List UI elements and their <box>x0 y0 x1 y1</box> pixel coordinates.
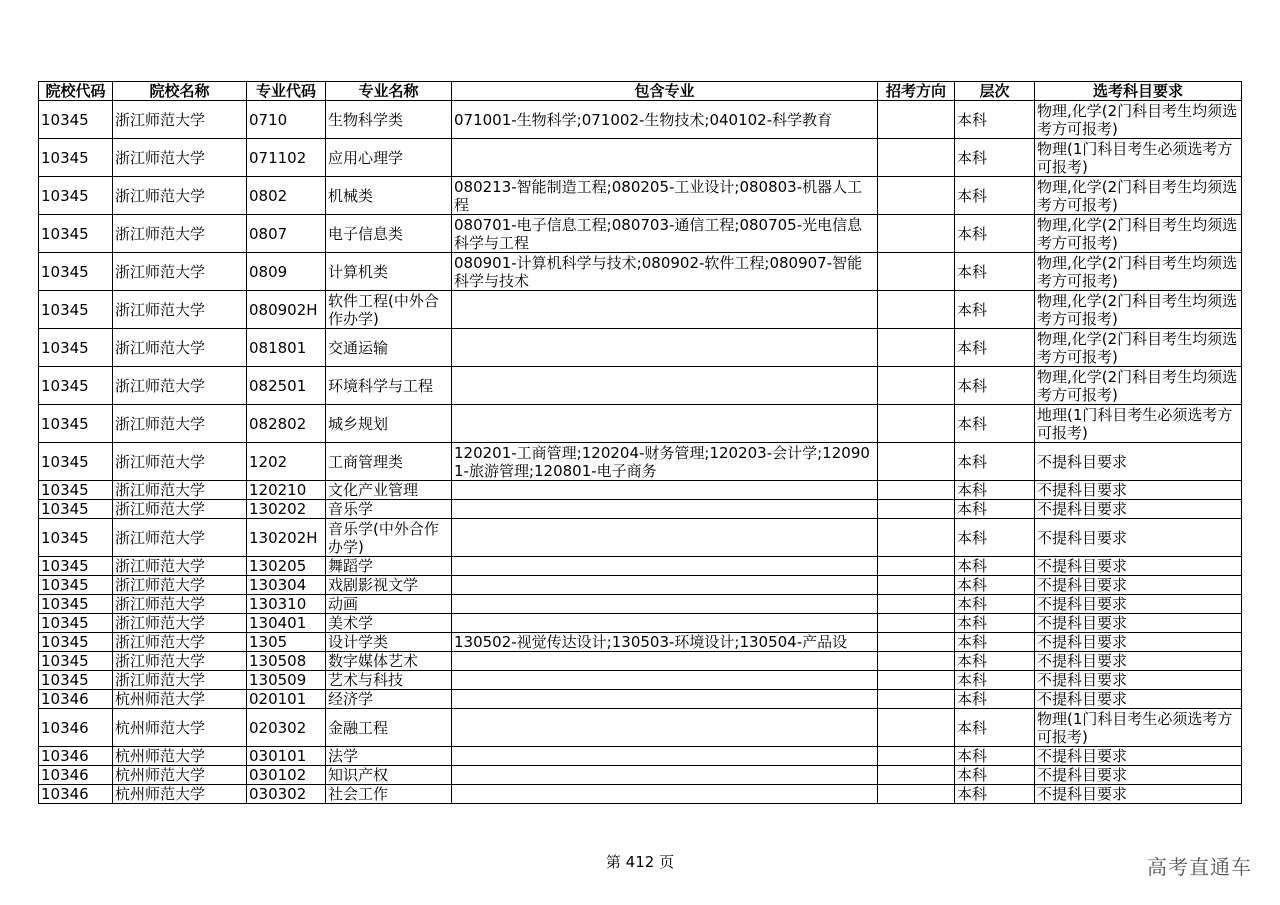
cell-major-code: 082802 <box>247 405 326 443</box>
cell-major-name: 音乐学(中外合作办学) <box>326 519 452 557</box>
cell-direction <box>878 215 955 253</box>
cell-included-majors <box>452 405 878 443</box>
cell-direction <box>878 101 955 139</box>
table-row <box>39 139 1242 177</box>
cell-included-majors <box>452 576 878 595</box>
cell-subject-requirements: 不提科目要求 <box>1035 671 1242 690</box>
table-row <box>39 329 1242 367</box>
cell-subject-requirements: 物理,化学(2门科目考生均须选考方可报考) <box>1035 329 1242 367</box>
cell-major-code: 081801 <box>247 329 326 367</box>
cell-school-name: 杭州师范大学 <box>113 690 247 709</box>
cell-major-name: 计算机类 <box>326 253 452 291</box>
cell-level: 本科 <box>955 690 1035 709</box>
cell-level: 本科 <box>955 633 1035 652</box>
cell-direction <box>878 405 955 443</box>
header-school-code: 院校代码 <box>39 82 113 101</box>
cell-major-code: 030102 <box>247 766 326 785</box>
cell-school-name: 浙江师范大学 <box>113 329 247 367</box>
cell-school-name: 浙江师范大学 <box>113 367 247 405</box>
cell-level: 本科 <box>955 595 1035 614</box>
cell-level: 本科 <box>955 101 1035 139</box>
cell-school-code: 10345 <box>39 443 113 481</box>
cell-major-code: 0809 <box>247 253 326 291</box>
cell-major-name: 舞蹈学 <box>326 557 452 576</box>
table-row <box>39 443 1242 481</box>
cell-direction <box>878 481 955 500</box>
cell-included-majors <box>452 785 878 804</box>
cell-school-code: 10346 <box>39 785 113 804</box>
cell-school-name: 杭州师范大学 <box>113 747 247 766</box>
cell-included-majors <box>452 519 878 557</box>
table-header-row <box>39 82 1242 101</box>
cell-major-name: 动画 <box>326 595 452 614</box>
cell-included-majors <box>452 500 878 519</box>
cell-subject-requirements: 不提科目要求 <box>1035 652 1242 671</box>
table-row <box>39 519 1242 557</box>
cell-school-code: 10345 <box>39 481 113 500</box>
cell-level: 本科 <box>955 519 1035 557</box>
table-row <box>39 785 1242 804</box>
cell-major-name: 金融工程 <box>326 709 452 747</box>
table-row <box>39 614 1242 633</box>
header-level: 层次 <box>955 82 1035 101</box>
cell-direction <box>878 329 955 367</box>
cell-major-name: 知识产权 <box>326 766 452 785</box>
cell-major-code: 071102 <box>247 139 326 177</box>
cell-subject-requirements: 物理,化学(2门科目考生均须选考方可报考) <box>1035 291 1242 329</box>
header-direction: 招考方向 <box>878 82 955 101</box>
table-row <box>39 652 1242 671</box>
cell-school-code: 10345 <box>39 614 113 633</box>
cell-direction <box>878 443 955 481</box>
table-row <box>39 367 1242 405</box>
cell-subject-requirements: 不提科目要求 <box>1035 595 1242 614</box>
cell-school-name: 浙江师范大学 <box>113 671 247 690</box>
cell-major-code: 130205 <box>247 557 326 576</box>
cell-school-name: 浙江师范大学 <box>113 215 247 253</box>
cell-school-name: 浙江师范大学 <box>113 652 247 671</box>
cell-level: 本科 <box>955 747 1035 766</box>
cell-level: 本科 <box>955 500 1035 519</box>
cell-direction <box>878 595 955 614</box>
cell-level: 本科 <box>955 671 1035 690</box>
cell-major-code: 120210 <box>247 481 326 500</box>
cell-level: 本科 <box>955 652 1035 671</box>
table-row <box>39 595 1242 614</box>
cell-major-code: 082501 <box>247 367 326 405</box>
cell-level: 本科 <box>955 177 1035 215</box>
header-school-name: 院校名称 <box>113 82 247 101</box>
cell-subject-requirements: 不提科目要求 <box>1035 766 1242 785</box>
cell-major-name: 电子信息类 <box>326 215 452 253</box>
cell-included-majors <box>452 652 878 671</box>
header-included-majors: 包含专业 <box>452 82 878 101</box>
cell-level: 本科 <box>955 557 1035 576</box>
cell-level: 本科 <box>955 329 1035 367</box>
cell-direction <box>878 291 955 329</box>
cell-level: 本科 <box>955 785 1035 804</box>
cell-included-majors <box>452 690 878 709</box>
cell-subject-requirements: 物理(1门科目考生必须选考方可报考) <box>1035 139 1242 177</box>
cell-major-code: 130310 <box>247 595 326 614</box>
cell-direction <box>878 671 955 690</box>
cell-major-code: 030302 <box>247 785 326 804</box>
cell-school-code: 10345 <box>39 405 113 443</box>
cell-direction <box>878 557 955 576</box>
cell-school-code: 10345 <box>39 291 113 329</box>
table-row <box>39 177 1242 215</box>
header-major-name: 专业名称 <box>326 82 452 101</box>
table-row <box>39 253 1242 291</box>
cell-major-name: 音乐学 <box>326 500 452 519</box>
table-row <box>39 500 1242 519</box>
cell-major-name: 生物科学类 <box>326 101 452 139</box>
cell-direction <box>878 177 955 215</box>
cell-major-name: 交通运输 <box>326 329 452 367</box>
cell-major-code: 130401 <box>247 614 326 633</box>
cell-level: 本科 <box>955 215 1035 253</box>
cell-major-code: 020101 <box>247 690 326 709</box>
cell-level: 本科 <box>955 367 1035 405</box>
cell-school-code: 10345 <box>39 101 113 139</box>
cell-level: 本科 <box>955 481 1035 500</box>
cell-major-name: 数字媒体艺术 <box>326 652 452 671</box>
cell-major-code: 030101 <box>247 747 326 766</box>
cell-level: 本科 <box>955 139 1035 177</box>
cell-level: 本科 <box>955 443 1035 481</box>
cell-school-code: 10345 <box>39 329 113 367</box>
table-body <box>39 101 1242 804</box>
cell-direction <box>878 766 955 785</box>
cell-included-majors <box>452 766 878 785</box>
cell-subject-requirements: 物理,化学(2门科目考生均须选考方可报考) <box>1035 367 1242 405</box>
cell-school-code: 10345 <box>39 576 113 595</box>
cell-level: 本科 <box>955 766 1035 785</box>
cell-major-name: 经济学 <box>326 690 452 709</box>
cell-subject-requirements: 不提科目要求 <box>1035 690 1242 709</box>
cell-level: 本科 <box>955 614 1035 633</box>
cell-school-code: 10345 <box>39 633 113 652</box>
cell-major-name: 工商管理类 <box>326 443 452 481</box>
cell-subject-requirements: 物理,化学(2门科目考生均须选考方可报考) <box>1035 177 1242 215</box>
cell-major-code: 1305 <box>247 633 326 652</box>
cell-included-majors <box>452 709 878 747</box>
cell-included-majors: 071001-生物科学;071002-生物技术;040102-科学教育 <box>452 101 878 139</box>
cell-major-code: 130508 <box>247 652 326 671</box>
table-row <box>39 690 1242 709</box>
cell-direction <box>878 519 955 557</box>
cell-school-code: 10345 <box>39 652 113 671</box>
cell-school-name: 浙江师范大学 <box>113 253 247 291</box>
cell-included-majors <box>452 291 878 329</box>
cell-major-name: 应用心理学 <box>326 139 452 177</box>
cell-school-name: 浙江师范大学 <box>113 500 247 519</box>
cell-school-name: 浙江师范大学 <box>113 291 247 329</box>
cell-major-name: 机械类 <box>326 177 452 215</box>
cell-school-name: 浙江师范大学 <box>113 481 247 500</box>
cell-major-name: 法学 <box>326 747 452 766</box>
cell-level: 本科 <box>955 291 1035 329</box>
cell-included-majors <box>452 329 878 367</box>
table-row <box>39 747 1242 766</box>
cell-direction <box>878 500 955 519</box>
cell-school-name: 浙江师范大学 <box>113 576 247 595</box>
cell-subject-requirements: 地理(1门科目考生必须选考方可报考) <box>1035 405 1242 443</box>
cell-major-code: 1202 <box>247 443 326 481</box>
cell-major-code: 020302 <box>247 709 326 747</box>
cell-level: 本科 <box>955 405 1035 443</box>
cell-included-majors: 120201-工商管理;120204-财务管理;120203-会计学;120901-旅游管理;120801-电子商务 <box>452 443 878 481</box>
cell-school-code: 10345 <box>39 671 113 690</box>
table-row <box>39 215 1242 253</box>
cell-subject-requirements: 物理,化学(2门科目考生均须选考方可报考) <box>1035 215 1242 253</box>
cell-school-name: 杭州师范大学 <box>113 785 247 804</box>
cell-major-name: 设计学类 <box>326 633 452 652</box>
cell-subject-requirements: 不提科目要求 <box>1035 785 1242 804</box>
table-row <box>39 481 1242 500</box>
table-row <box>39 766 1242 785</box>
cell-school-code: 10345 <box>39 557 113 576</box>
header-subject-requirements: 选考科目要求 <box>1035 82 1242 101</box>
cell-major-code: 080902H <box>247 291 326 329</box>
cell-major-name: 美术学 <box>326 614 452 633</box>
cell-included-majors: 080901-计算机科学与技术;080902-软件工程;080907-智能科学与技术 <box>452 253 878 291</box>
cell-school-code: 10345 <box>39 595 113 614</box>
cell-direction <box>878 652 955 671</box>
cell-subject-requirements: 物理,化学(2门科目考生均须选考方可报考) <box>1035 101 1242 139</box>
cell-direction <box>878 785 955 804</box>
cell-major-name: 文化产业管理 <box>326 481 452 500</box>
table-row <box>39 405 1242 443</box>
cell-school-code: 10346 <box>39 709 113 747</box>
cell-major-name: 艺术与科技 <box>326 671 452 690</box>
page-number: 第 412 页 <box>605 853 675 871</box>
cell-school-name: 浙江师范大学 <box>113 139 247 177</box>
cell-included-majors: 130502-视觉传达设计;130503-环境设计;130504-产品设 <box>452 633 878 652</box>
cell-major-code: 130304 <box>247 576 326 595</box>
cell-school-name: 浙江师范大学 <box>113 443 247 481</box>
cell-school-name: 杭州师范大学 <box>113 709 247 747</box>
header-major-code: 专业代码 <box>247 82 326 101</box>
cell-major-name: 社会工作 <box>326 785 452 804</box>
cell-school-name: 浙江师范大学 <box>113 633 247 652</box>
cell-subject-requirements: 不提科目要求 <box>1035 557 1242 576</box>
cell-included-majors <box>452 747 878 766</box>
cell-major-code: 0802 <box>247 177 326 215</box>
cell-major-code: 130509 <box>247 671 326 690</box>
table-row <box>39 291 1242 329</box>
table-row <box>39 576 1242 595</box>
cell-subject-requirements: 不提科目要求 <box>1035 614 1242 633</box>
cell-school-name: 浙江师范大学 <box>113 405 247 443</box>
cell-included-majors <box>452 481 878 500</box>
table-row <box>39 671 1242 690</box>
cell-major-name: 环境科学与工程 <box>326 367 452 405</box>
cell-level: 本科 <box>955 253 1035 291</box>
cell-direction <box>878 633 955 652</box>
cell-school-name: 浙江师范大学 <box>113 101 247 139</box>
cell-school-name: 浙江师范大学 <box>113 519 247 557</box>
cell-school-name: 杭州师范大学 <box>113 766 247 785</box>
cell-school-code: 10345 <box>39 519 113 557</box>
cell-included-majors <box>452 595 878 614</box>
cell-direction <box>878 709 955 747</box>
cell-major-code: 0710 <box>247 101 326 139</box>
cell-direction <box>878 690 955 709</box>
cell-included-majors <box>452 557 878 576</box>
cell-major-code: 130202H <box>247 519 326 557</box>
cell-level: 本科 <box>955 709 1035 747</box>
cell-subject-requirements: 物理,化学(2门科目考生均须选考方可报考) <box>1035 253 1242 291</box>
cell-school-code: 10346 <box>39 690 113 709</box>
cell-school-name: 浙江师范大学 <box>113 614 247 633</box>
cell-direction <box>878 614 955 633</box>
cell-major-name: 城乡规划 <box>326 405 452 443</box>
cell-school-code: 10345 <box>39 253 113 291</box>
cell-subject-requirements: 不提科目要求 <box>1035 500 1242 519</box>
cell-subject-requirements: 不提科目要求 <box>1035 481 1242 500</box>
cell-school-code: 10346 <box>39 747 113 766</box>
cell-level: 本科 <box>955 576 1035 595</box>
cell-included-majors <box>452 139 878 177</box>
cell-direction <box>878 367 955 405</box>
cell-school-name: 浙江师范大学 <box>113 557 247 576</box>
cell-school-code: 10345 <box>39 367 113 405</box>
cell-school-code: 10345 <box>39 500 113 519</box>
cell-major-name: 软件工程(中外合作办学) <box>326 291 452 329</box>
cell-subject-requirements: 不提科目要求 <box>1035 576 1242 595</box>
cell-direction <box>878 139 955 177</box>
cell-school-name: 浙江师范大学 <box>113 177 247 215</box>
cell-direction <box>878 747 955 766</box>
table-row <box>39 557 1242 576</box>
cell-school-code: 10346 <box>39 766 113 785</box>
watermark: 高考直通车 <box>1147 855 1252 879</box>
cell-school-code: 10345 <box>39 177 113 215</box>
cell-school-code: 10345 <box>39 215 113 253</box>
cell-major-name: 戏剧影视文学 <box>326 576 452 595</box>
cell-included-majors: 080213-智能制造工程;080205-工业设计;080803-机器人工程 <box>452 177 878 215</box>
admission-requirements-table <box>38 81 1242 804</box>
cell-major-code: 130202 <box>247 500 326 519</box>
cell-subject-requirements: 物理(1门科目考生必须选考方可报考) <box>1035 709 1242 747</box>
cell-included-majors <box>452 614 878 633</box>
cell-school-name: 浙江师范大学 <box>113 595 247 614</box>
cell-school-code: 10345 <box>39 139 113 177</box>
cell-included-majors: 080701-电子信息工程;080703-通信工程;080705-光电信息科学与工程 <box>452 215 878 253</box>
cell-direction <box>878 253 955 291</box>
cell-subject-requirements: 不提科目要求 <box>1035 633 1242 652</box>
table-row <box>39 709 1242 747</box>
cell-subject-requirements: 不提科目要求 <box>1035 443 1242 481</box>
cell-direction <box>878 576 955 595</box>
cell-major-code: 0807 <box>247 215 326 253</box>
table-row <box>39 633 1242 652</box>
cell-included-majors <box>452 367 878 405</box>
cell-included-majors <box>452 671 878 690</box>
table-row <box>39 101 1242 139</box>
cell-subject-requirements: 不提科目要求 <box>1035 747 1242 766</box>
cell-subject-requirements: 不提科目要求 <box>1035 519 1242 557</box>
